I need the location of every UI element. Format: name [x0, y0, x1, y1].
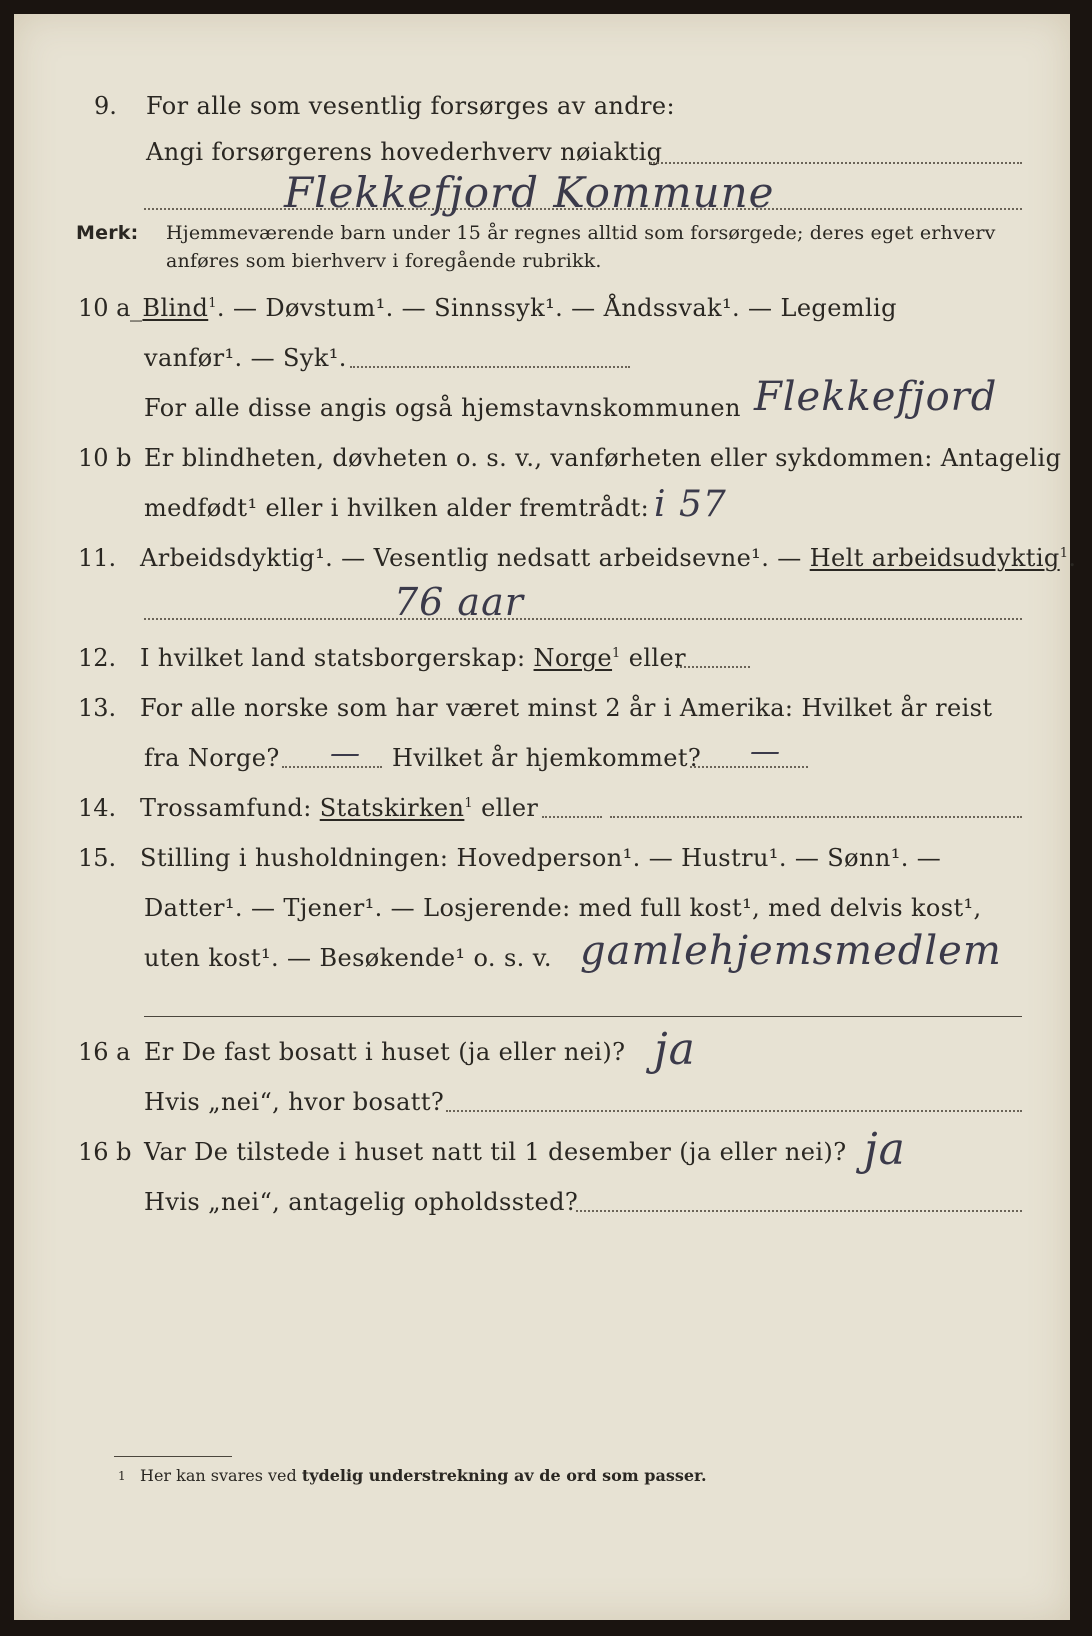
q10a-handwritten-answer: Flekkefjord	[754, 374, 998, 420]
census-form-page	[14, 14, 1077, 1620]
q16b-handwritten-answer: ja	[864, 1124, 906, 1175]
q14-number: 14.	[78, 794, 117, 822]
q16b-line1: Var De tilstede i huset natt til 1 desember (ja eller nei)?	[144, 1138, 847, 1166]
q13-line2a: fra Norge?	[144, 744, 280, 772]
q16b-number: 16 b	[78, 1138, 132, 1166]
q10a-option-blind: Blind	[142, 294, 209, 322]
q14-answer-line-a	[542, 816, 602, 818]
q14-option-statskirken: Statskirken	[319, 794, 465, 822]
q11-handwritten-answer: 76 aar	[394, 580, 524, 624]
q16a-line1: Er De fast bosatt i huset (ja eller nei)?	[144, 1038, 626, 1066]
q10a-number: 10 a	[78, 294, 131, 322]
q10a-line2: vanfør¹. — Syk¹.	[144, 344, 347, 372]
q10a-line1: _Blind$^1$. — Døvstum¹. — Sinnssyk¹. — Åndssvak¹. — Legemlig	[130, 294, 897, 322]
q12-option-norge: Norge	[533, 644, 613, 672]
q11-answer-line	[144, 618, 1022, 620]
q12-line: I hvilket land statsborgerskap: Norge$^1$ eller	[140, 644, 686, 672]
footnote-rule	[114, 1456, 232, 1457]
q12-number: 12.	[78, 644, 117, 672]
q11-number: 11.	[78, 544, 117, 572]
q16a-handwritten-answer: ja	[654, 1024, 696, 1075]
q15-answer-line	[144, 1016, 1022, 1017]
q16b-answer-line	[576, 1210, 1022, 1212]
q15-line1: Stilling i husholdningen: Hovedperson¹. — Hustru¹. — Sønn¹. —	[140, 844, 942, 872]
q9-number: 9.	[94, 92, 117, 120]
q13-handwritten-a: —	[330, 736, 361, 771]
q9-answer-line-1	[650, 162, 1022, 164]
q16a-number: 16 a	[78, 1038, 131, 1066]
q10b-number: 10 b	[78, 444, 132, 472]
q15-handwritten-answer: gamlehjemsmedlem	[580, 928, 1002, 974]
q9-handwritten-answer: Flekkefjord Kommune	[284, 168, 775, 217]
q16a-line2: Hvis „nei“, hvor bosatt?	[144, 1088, 445, 1116]
q13-number: 13.	[78, 694, 117, 722]
merk-line2: anføres som bierhverv i foregående rubrikk.	[166, 250, 602, 272]
q10b-line2: medfødt¹ eller i hvilken alder fremtrådt:	[144, 494, 650, 522]
q14-line: Trossamfund: Statskirken$^1$ eller	[140, 794, 539, 822]
q11-line1: Arbeidsdyktig¹. — Vesentlig nedsatt arbeidsevne¹. — Helt arbeidsudyktig$^1$.	[140, 544, 1077, 572]
merk-label: Merk:	[76, 222, 139, 244]
q10b-line1: Er blindheten, døvheten o. s. v., vanførheten eller sykdommen: Antagelig	[144, 444, 1062, 472]
q11-option-helt: Helt arbeidsudyktig	[809, 544, 1060, 572]
q16b-line2: Hvis „nei“, antagelig opholdssted?	[144, 1188, 579, 1216]
footnote-text: Her kan svares ved tydelig understrekning av de ord som passer.	[140, 1466, 707, 1485]
merk-line1: Hjemmeværende barn under 15 år regnes alltid som forsørgede; deres eget erhverv	[166, 222, 996, 244]
q13-line1: For alle norske som har været minst 2 år i Amerika: Hvilket år reist	[140, 694, 993, 722]
q10a-line3: For alle disse angis også hjemstavnskommunen	[144, 394, 741, 422]
q14-answer-line-b	[610, 816, 1022, 818]
q16a-answer-line	[446, 1110, 1022, 1112]
q10b-handwritten-answer: i 57	[654, 484, 727, 525]
q15-line3: uten kost¹. — Besøkende¹ o. s. v.	[144, 944, 552, 972]
q9-line1: For alle som vesentlig forsørges av andre:	[146, 92, 676, 120]
q13-line2b: Hvilket år hjemkommet?	[392, 744, 702, 772]
q13-answer-line-b	[690, 766, 808, 768]
q15-number: 15.	[78, 844, 117, 872]
q15-line2: Datter¹. — Tjener¹. — Losjerende: med full kost¹, med delvis kost¹,	[144, 894, 982, 922]
q10a-answer-line-1	[350, 366, 630, 368]
q13-handwritten-b: —	[750, 734, 781, 769]
q12-answer-line	[676, 666, 750, 668]
q9-line2: Angi forsørgerens hovederhverv nøiaktig	[146, 138, 663, 166]
footnote-mark: 1	[118, 1469, 126, 1483]
